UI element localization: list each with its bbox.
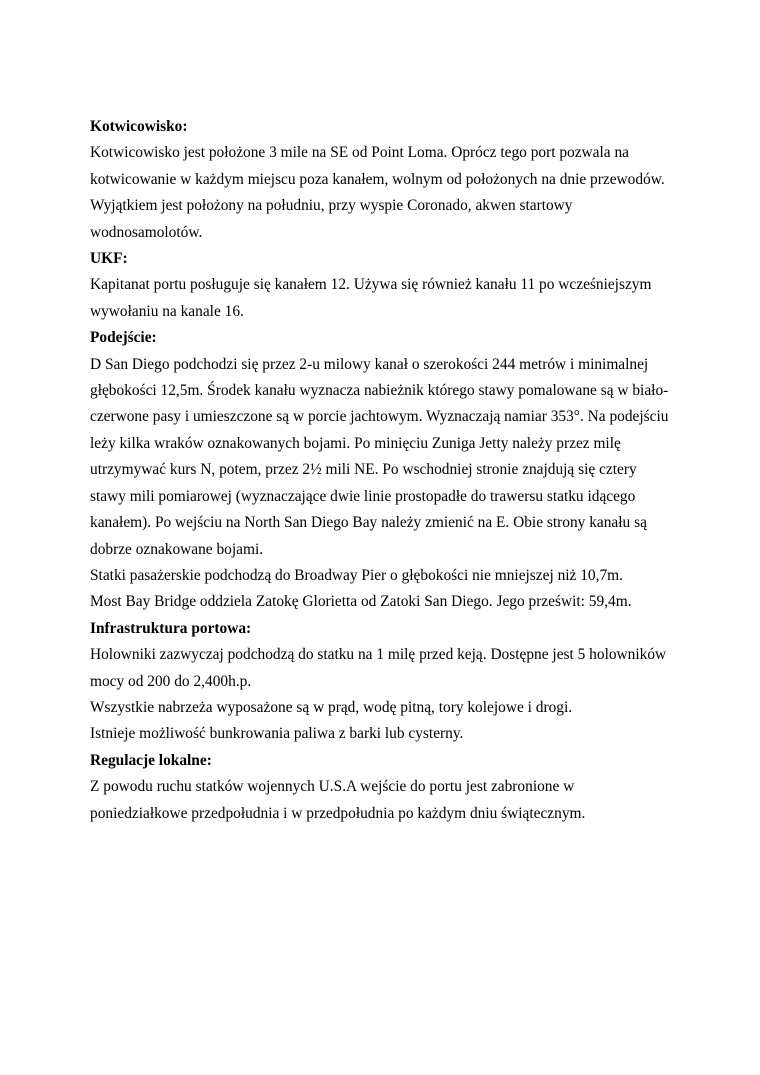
paragraph-line: wywołaniu na kanale 16. <box>90 302 244 320</box>
paragraph-line: stawy mili pomiarowej (wyznaczające dwie linie prostopadłe do trawersu statku idącego <box>90 487 636 505</box>
section-heading: Infrastruktura portowa: <box>90 619 252 637</box>
paragraph-line: Wszystkie nabrzeża wyposażone są w prąd, wodę pitną, tory kolejowe i drogi. <box>90 698 573 716</box>
section-heading: Kotwicowisko: <box>90 118 188 135</box>
paragraph-line: Wyjątkiem jest położony na południu, przy wyspie Coronado, akwen startowy <box>90 197 573 215</box>
paragraph-line: Kotwicowisko jest położone 3 mile na SE od Point Loma. Oprócz tego port pozwala na <box>90 144 629 162</box>
paragraph-line: leży kilka wraków oznakowanych bojami. Po minięciu Zuniga Jetty należy przez milę <box>90 434 621 452</box>
section-infrastruktura-portowa <box>90 616 680 748</box>
paragraph-line: Kapitanat portu posługuje się kanałem 12. Używa się również kanału 11 po wcześniejszym <box>90 276 652 294</box>
document-page <box>90 114 680 827</box>
section-heading: UKF: <box>90 250 128 268</box>
section-regulacje-lokalne <box>90 748 680 827</box>
section-ukf <box>90 246 680 325</box>
paragraph-line: Statki pasażerskie podchodzą do Broadway Pier o głębokości nie mniejszej niż 10,7m. <box>90 566 623 584</box>
paragraph-line: Holowniki zazwyczaj podchodzą do statku na 1 milę przed keją. Dostępne jest 5 holowników <box>90 646 667 664</box>
section-kotwicowisko <box>90 114 680 246</box>
paragraph-line: dobrze oznakowane bojami. <box>90 540 264 558</box>
paragraph-line: Istnieje możliwość bunkrowania paliwa z barki lub cysterny. <box>90 725 464 743</box>
paragraph-line: kotwicowanie w każdym miejscu poza kanałem, wolnym od położonych na dnie przewodów. <box>90 170 665 188</box>
section-heading: Regulacje lokalne: <box>90 751 212 769</box>
paragraph-line: głębokości 12,5m. Środek kanału wyznacza nabieżnik którego stawy pomalowane są w biało- <box>90 382 669 400</box>
paragraph-line: D San Diego podchodzi się przez 2-u milowy kanał o szerokości 244 metrów i minimalnej <box>90 355 649 373</box>
paragraph-line: mocy od 200 do 2,400h.p. <box>90 672 252 690</box>
paragraph-line: kanałem). Po wejściu na North San Diego Bay należy zmienić na E. Obie strony kanału są <box>90 514 647 532</box>
paragraph-line: wodnosamolotów. <box>90 223 203 241</box>
paragraph-line: czerwone pasy i umieszczone są w porcie jachtowym. Wyznaczają namiar 353°. Na podejściu <box>90 408 669 426</box>
section-podejscie <box>90 325 680 615</box>
paragraph-line: utrzymywać kurs N, potem, przez 2½ mili NE. Po wschodniej stronie znajdują się cztery <box>90 461 637 479</box>
paragraph-line: Most Bay Bridge oddziela Zatokę Glorietta od Zatoki San Diego. Jego prześwit: 59,4m. <box>90 593 632 611</box>
section-heading: Podejście: <box>90 329 157 347</box>
paragraph-line: poniedziałkowe przedpołudnia i w przedpołudnia po każdym dniu świątecznym. <box>90 804 586 822</box>
paragraph-line: Z powodu ruchu statków wojennych U.S.A wejście do portu jest zabronione w <box>90 778 575 796</box>
